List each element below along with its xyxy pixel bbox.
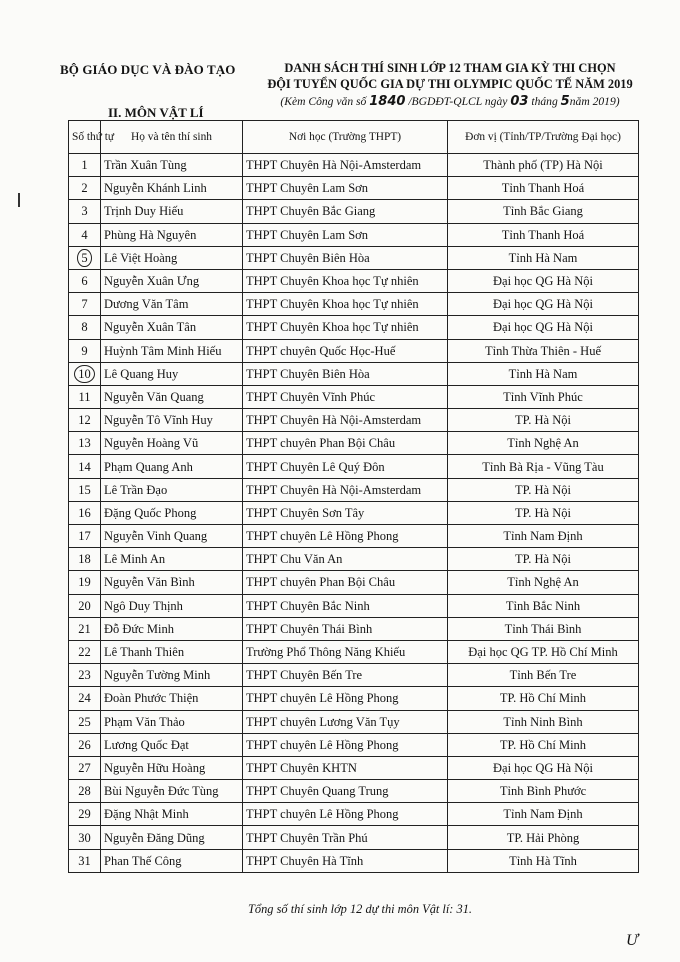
cell-unit: Tỉnh Thanh Hoá <box>448 177 639 200</box>
circled-number: 10 <box>74 365 95 383</box>
cell-number: 29 <box>69 803 101 826</box>
cell-number: 16 <box>69 501 101 524</box>
cell-name: Đặng Nhật Minh <box>101 803 243 826</box>
cell-name: Phùng Hà Nguyên <box>101 223 243 246</box>
table-row <box>69 316 639 339</box>
table-row <box>69 664 639 687</box>
table-row <box>69 385 639 408</box>
cell-name: Phan Thế Công <box>101 849 243 872</box>
table-row <box>69 849 639 872</box>
cell-number: 17 <box>69 525 101 548</box>
table-row <box>69 710 639 733</box>
cell-school: THPT Chuyên Lam Sơn <box>243 177 448 200</box>
cell-unit: Tỉnh Nghệ An <box>448 571 639 594</box>
cell-school: THPT Chuyên Thái Bình <box>243 617 448 640</box>
cell-name: Ngô Duy Thịnh <box>101 594 243 617</box>
cell-number <box>69 246 101 269</box>
subject-heading: II. MÔN VẬT LÍ <box>108 105 204 120</box>
cell-school: THPT Chuyên Lam Sơn <box>243 223 448 246</box>
header-unit: Đơn vị (Tỉnh/TP/Trường Đại học) <box>448 121 639 154</box>
handwritten-initials: Ư <box>626 932 639 949</box>
cell-name: Trần Xuân Tùng <box>101 154 243 177</box>
cell-school: THPT Chuyên Hà Nội-Amsterdam <box>243 154 448 177</box>
cell-unit: TP. Hà Nội <box>448 548 639 571</box>
cell-number: 20 <box>69 594 101 617</box>
header-name: Họ và tên thí sinh <box>101 121 243 154</box>
cell-name: Nguyễn Xuân Tân <box>101 316 243 339</box>
cell-number: 4 <box>69 223 101 246</box>
table-row <box>69 246 639 269</box>
cell-school: THPT Chuyên Khoa học Tự nhiên <box>243 269 448 292</box>
cell-school: THPT chuyên Phan Bội Châu <box>243 432 448 455</box>
cell-school: THPT Chuyên Vĩnh Phúc <box>243 385 448 408</box>
cell-unit: TP. Hải Phòng <box>448 826 639 849</box>
cell-name: Nguyễn Tường Minh <box>101 664 243 687</box>
cell-name: Đỗ Đức Minh <box>101 617 243 640</box>
cell-name: Nguyễn Hữu Hoàng <box>101 756 243 779</box>
cell-number: 15 <box>69 478 101 501</box>
cell-name: Nguyễn Văn Quang <box>101 385 243 408</box>
table-row <box>69 733 639 756</box>
cell-unit: TP. Hà Nội <box>448 409 639 432</box>
cell-unit: Tỉnh Thừa Thiên - Huế <box>448 339 639 362</box>
cell-name: Nguyễn Văn Bình <box>101 571 243 594</box>
cell-school: THPT Chuyên Bắc Giang <box>243 200 448 223</box>
table-row <box>69 571 639 594</box>
cell-number: 28 <box>69 780 101 803</box>
cell-unit: Đại học QG Hà Nội <box>448 316 639 339</box>
cell-school: THPT Chuyên Bắc Ninh <box>243 594 448 617</box>
circled-number: 5 <box>77 249 91 267</box>
table-row <box>69 826 639 849</box>
table-row <box>69 177 639 200</box>
table-row <box>69 432 639 455</box>
cell-name: Lương Quốc Đạt <box>101 733 243 756</box>
cell-name: Nguyễn Đăng Dũng <box>101 826 243 849</box>
cell-school: THPT chuyên Lương Văn Tụy <box>243 710 448 733</box>
cell-number: 22 <box>69 640 101 663</box>
cell-unit: Thành phố (TP) Hà Nội <box>448 154 639 177</box>
ref-mid: /BGDĐT-QLCL ngày <box>408 95 508 108</box>
cell-unit: Tỉnh Hà Nam <box>448 362 639 385</box>
ref-prefix: (Kèm Công văn số <box>280 95 367 108</box>
cell-unit: TP. Hà Nội <box>448 501 639 524</box>
cell-name: Lê Việt Hoàng <box>101 246 243 269</box>
cell-unit: Tỉnh Nam Định <box>448 525 639 548</box>
cell-unit: Tỉnh Thái Bình <box>448 617 639 640</box>
ref-day: 03 <box>510 94 529 109</box>
cell-number: 13 <box>69 432 101 455</box>
cell-name: Đặng Quốc Phong <box>101 501 243 524</box>
cell-unit: Tỉnh Ninh Bình <box>448 710 639 733</box>
table-row <box>69 617 639 640</box>
table-row <box>69 293 639 316</box>
table-row <box>69 154 639 177</box>
cell-unit: TP. Hà Nội <box>448 478 639 501</box>
cell-name: Lê Trần Đạo <box>101 478 243 501</box>
ref-month-label: tháng <box>531 95 558 108</box>
cell-school: THPT Chuyên Lê Quý Đôn <box>243 455 448 478</box>
ref-month: 5 <box>560 94 570 109</box>
document-title <box>250 60 650 92</box>
cell-number: 27 <box>69 756 101 779</box>
cell-school: THPT Chu Văn An <box>243 548 448 571</box>
cell-name: Nguyễn Khánh Linh <box>101 177 243 200</box>
cell-number: 26 <box>69 733 101 756</box>
cell-unit: Đại học QG Hà Nội <box>448 269 639 292</box>
cell-unit: Tỉnh Bắc Giang <box>448 200 639 223</box>
cell-number <box>69 362 101 385</box>
cell-school: THPT chuyên Lê Hồng Phong <box>243 525 448 548</box>
cell-number: 1 <box>69 154 101 177</box>
cell-name: Trịnh Duy Hiếu <box>101 200 243 223</box>
table-row <box>69 269 639 292</box>
cell-school: THPT Chuyên Khoa học Tự nhiên <box>243 293 448 316</box>
table-row <box>69 803 639 826</box>
table-row <box>69 780 639 803</box>
table-row <box>69 455 639 478</box>
table-row <box>69 339 639 362</box>
cell-unit: Tỉnh Thanh Hoá <box>448 223 639 246</box>
table-row <box>69 362 639 385</box>
cell-school: THPT Chuyên Hà Nội-Amsterdam <box>243 478 448 501</box>
cell-school: THPT Chuyên Khoa học Tự nhiên <box>243 316 448 339</box>
candidate-table <box>68 120 639 873</box>
cell-unit: Tỉnh Bắc Ninh <box>448 594 639 617</box>
table-row <box>69 640 639 663</box>
cell-unit: Tỉnh Hà Tĩnh <box>448 849 639 872</box>
title-line-1: DANH SÁCH THÍ SINH LỚP 12 THAM GIA KỲ THI CHỌN <box>284 61 616 75</box>
cell-unit: Tỉnh Vĩnh Phúc <box>448 385 639 408</box>
table-row <box>69 409 639 432</box>
cell-name: Lê Quang Huy <box>101 362 243 385</box>
document-reference <box>250 94 650 109</box>
cell-unit: Tỉnh Bến Tre <box>448 664 639 687</box>
table-row <box>69 525 639 548</box>
table-row <box>69 594 639 617</box>
cell-school: THPT Chuyên Bến Tre <box>243 664 448 687</box>
cell-unit: Tỉnh Bình Phước <box>448 780 639 803</box>
cell-number: 19 <box>69 571 101 594</box>
cell-number: 11 <box>69 385 101 408</box>
cell-unit: Tỉnh Nghệ An <box>448 432 639 455</box>
cell-school: THPT Chuyên KHTN <box>243 756 448 779</box>
cell-school: THPT Chuyên Biên Hòa <box>243 246 448 269</box>
margin-mark <box>18 193 20 207</box>
cell-unit: TP. Hồ Chí Minh <box>448 687 639 710</box>
cell-number: 7 <box>69 293 101 316</box>
cell-name: Nguyễn Xuân Ưng <box>101 269 243 292</box>
cell-unit: Đại học QG Hà Nội <box>448 293 639 316</box>
cell-name: Bùi Nguyễn Đức Tùng <box>101 780 243 803</box>
cell-name: Phạm Văn Thảo <box>101 710 243 733</box>
cell-name: Lê Minh An <box>101 548 243 571</box>
cell-name: Nguyễn Vinh Quang <box>101 525 243 548</box>
ministry-name: BỘ GIÁO DỤC VÀ ĐÀO TẠO <box>60 62 236 77</box>
table-row <box>69 478 639 501</box>
cell-school: THPT Chuyên Quang Trung <box>243 780 448 803</box>
cell-number: 8 <box>69 316 101 339</box>
cell-unit: Tỉnh Hà Nam <box>448 246 639 269</box>
table-row <box>69 223 639 246</box>
cell-school: THPT chuyên Phan Bội Châu <box>243 571 448 594</box>
ref-number: 1840 <box>369 94 406 109</box>
cell-school: Trường Phổ Thông Năng Khiếu <box>243 640 448 663</box>
cell-name: Dương Văn Tâm <box>101 293 243 316</box>
cell-school: THPT chuyên Lê Hồng Phong <box>243 733 448 756</box>
cell-school: THPT chuyên Quốc Học-Huế <box>243 339 448 362</box>
table-header-row <box>69 121 639 154</box>
cell-number: 30 <box>69 826 101 849</box>
cell-number: 18 <box>69 548 101 571</box>
cell-school: THPT Chuyên Hà Tĩnh <box>243 849 448 872</box>
cell-number: 31 <box>69 849 101 872</box>
cell-unit: Đại học QG TP. Hồ Chí Minh <box>448 640 639 663</box>
cell-school: THPT Chuyên Trần Phú <box>243 826 448 849</box>
ref-suffix: năm 2019) <box>569 95 620 108</box>
cell-unit: TP. Hồ Chí Minh <box>448 733 639 756</box>
cell-number: 9 <box>69 339 101 362</box>
cell-unit: Tỉnh Nam Định <box>448 803 639 826</box>
cell-name: Nguyễn Hoàng Vũ <box>101 432 243 455</box>
cell-number: 2 <box>69 177 101 200</box>
cell-number: 23 <box>69 664 101 687</box>
table-row <box>69 200 639 223</box>
cell-name: Nguyễn Tô Vĩnh Huy <box>101 409 243 432</box>
cell-number: 25 <box>69 710 101 733</box>
cell-number: 14 <box>69 455 101 478</box>
cell-school: THPT chuyên Lê Hồng Phong <box>243 803 448 826</box>
table-row <box>69 548 639 571</box>
cell-school: THPT Chuyên Sơn Tây <box>243 501 448 524</box>
cell-number: 3 <box>69 200 101 223</box>
cell-school: THPT chuyên Lê Hồng Phong <box>243 687 448 710</box>
cell-name: Đoàn Phước Thiện <box>101 687 243 710</box>
cell-number: 12 <box>69 409 101 432</box>
cell-name: Phạm Quang Anh <box>101 455 243 478</box>
cell-number: 24 <box>69 687 101 710</box>
table-body <box>69 154 639 873</box>
cell-unit: Tỉnh Bà Rịa - Vũng Tàu <box>448 455 639 478</box>
cell-number: 21 <box>69 617 101 640</box>
cell-unit: Đại học QG Hà Nội <box>448 756 639 779</box>
cell-school: THPT Chuyên Biên Hòa <box>243 362 448 385</box>
header-no: Số thứ tự <box>69 121 101 154</box>
table-row <box>69 756 639 779</box>
cell-name: Lê Thanh Thiên <box>101 640 243 663</box>
cell-number: 6 <box>69 269 101 292</box>
total-count: Tổng số thí sinh lớp 12 dự thi môn Vật lí: 31. <box>248 902 473 916</box>
table-row <box>69 687 639 710</box>
cell-name: Huỳnh Tâm Minh Hiếu <box>101 339 243 362</box>
cell-school: THPT Chuyên Hà Nội-Amsterdam <box>243 409 448 432</box>
header-school: Nơi học (Trường THPT) <box>243 121 448 154</box>
title-line-2: ĐỘI TUYỂN QUỐC GIA DỰ THI OLYMPIC QUỐC TẾ NĂM 2019 <box>267 77 633 91</box>
table-row <box>69 501 639 524</box>
